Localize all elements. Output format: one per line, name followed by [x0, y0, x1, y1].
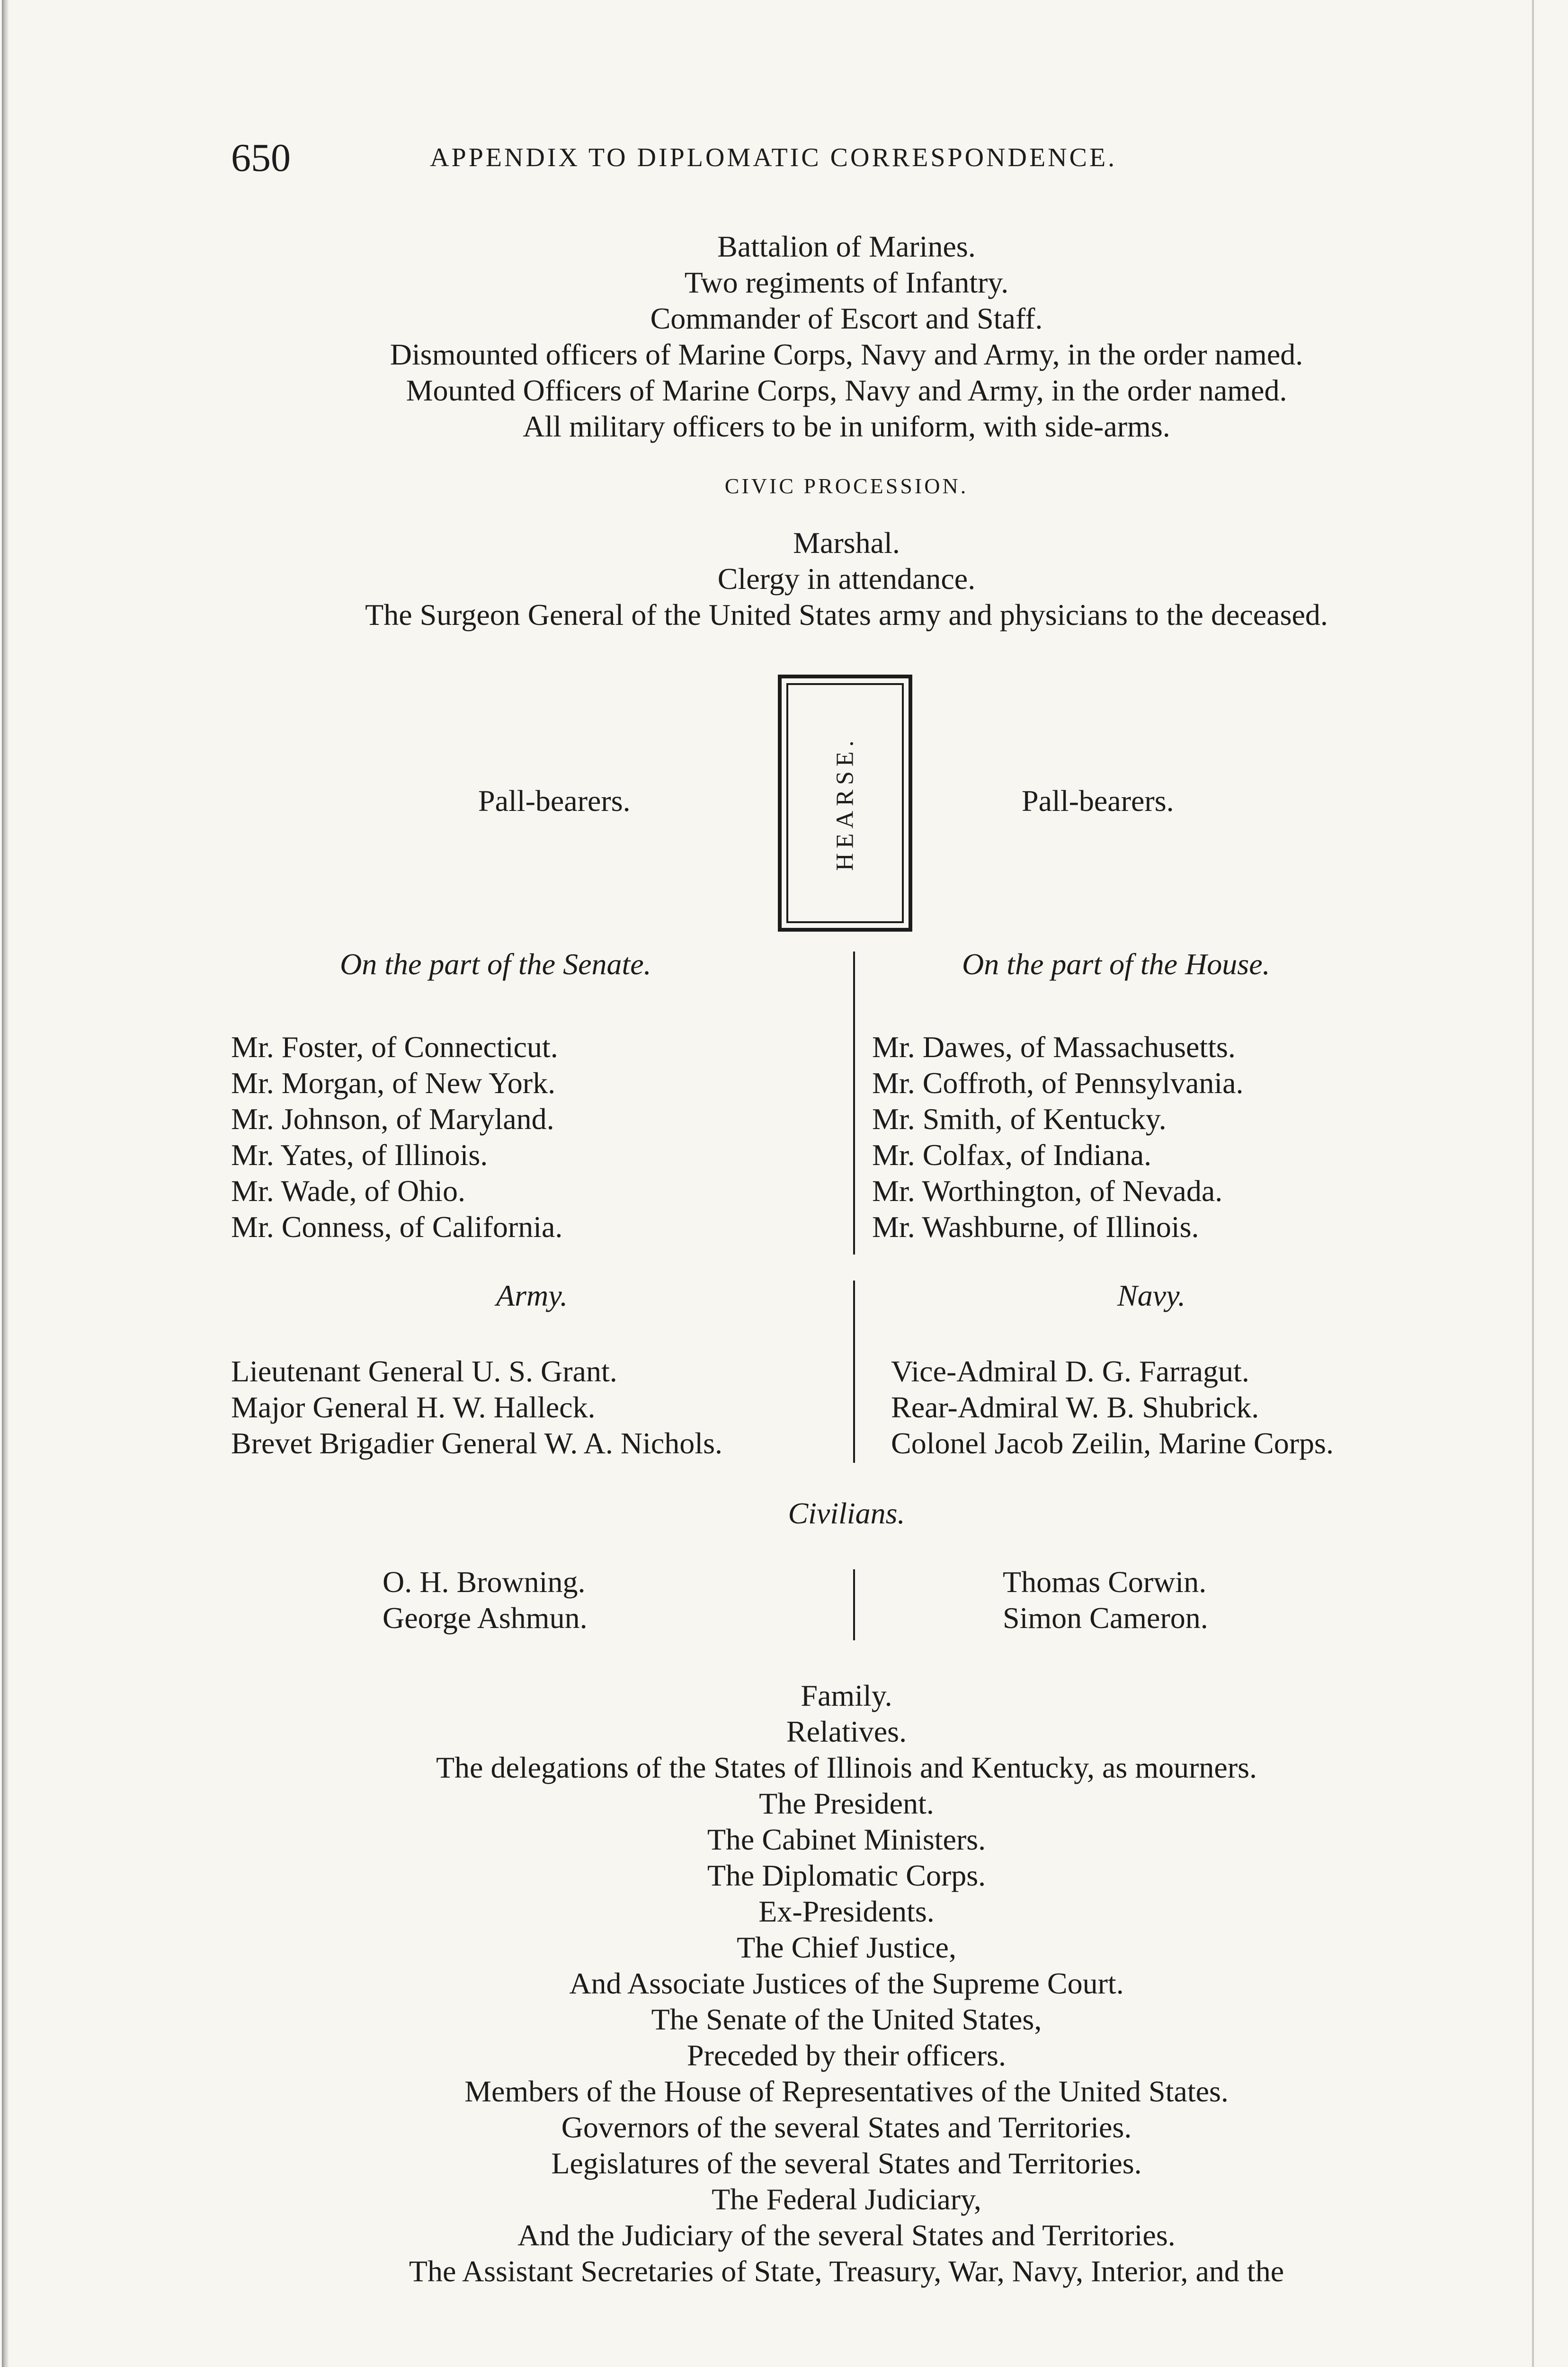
page-header [231, 135, 1462, 182]
house-member: Mr. Coffroth, of Pennsylvania. [872, 1066, 1244, 1100]
page-right-edge [1532, 0, 1534, 2367]
column-divider [853, 1569, 855, 1640]
procession-line: The Cabinet Ministers. [707, 1823, 986, 1856]
pall-bearers-left-label: Pall-bearers. [478, 784, 631, 818]
military-line: Dismounted officers of Marine Corps, Navy and Army, in the order named. [390, 338, 1303, 371]
column-divider [853, 952, 855, 1255]
navy-member: Vice-Admiral D. G. Farragut. [891, 1354, 1249, 1388]
pall-bearers-right-label: Pall-bearers. [1022, 784, 1174, 818]
military-line: All military officers to be in uniform, with side-arms. [523, 409, 1170, 443]
procession-line: And the Judiciary of the several States and Territories. [517, 2218, 1176, 2252]
army-heading: Army. [496, 1279, 568, 1312]
house-member: Mr. Smith, of Kentucky. [872, 1102, 1167, 1136]
page-number: 650 [231, 136, 291, 180]
civilian-left: O. H. Browning. [383, 1565, 586, 1599]
military-line: Mounted Officers of Marine Corps, Navy and Army, in the order named. [406, 374, 1287, 407]
army-member: Brevet Brigadier General W. A. Nichols. [231, 1426, 722, 1460]
civic-line: Marshal. [793, 526, 900, 560]
house-member: Mr. Dawes, of Massachusetts. [872, 1030, 1236, 1064]
procession-line: Governors of the several States and Territories. [561, 2110, 1132, 2144]
column-divider [853, 1281, 855, 1463]
running-title: APPENDIX TO DIPLOMATIC CORRESPONDENCE. [430, 143, 1117, 172]
army-member: Major General H. W. Halleck. [231, 1390, 596, 1424]
hearse-box [778, 675, 912, 932]
procession-line: And Associate Justices of the Supreme Court. [569, 1967, 1124, 2000]
procession-line: The Federal Judiciary, [712, 2182, 981, 2216]
military-line: Commander of Escort and Staff. [650, 302, 1043, 335]
navy-member: Colonel Jacob Zeilin, Marine Corps. [891, 1426, 1334, 1460]
house-member: Mr. Worthington, of Nevada. [872, 1174, 1223, 1208]
procession-line: Ex-Presidents. [758, 1895, 935, 1928]
civilian-left: George Ashmun. [383, 1601, 588, 1635]
house-heading: On the part of the House. [962, 947, 1270, 981]
civic-line: Clergy in attendance. [717, 562, 976, 596]
navy-heading: Navy. [1117, 1279, 1185, 1312]
procession-line: Members of the House of Representatives of the United States. [464, 2074, 1229, 2108]
senate-member: Mr. Johnson, of Maryland. [231, 1102, 554, 1136]
civilian-right: Simon Cameron. [1003, 1601, 1208, 1635]
senate-member: Mr. Wade, of Ohio. [231, 1174, 465, 1208]
civic-procession-heading: CIVIC PROCESSION. [724, 474, 969, 498]
procession-line: Preceded by their officers. [686, 2038, 1007, 2072]
senate-heading: On the part of the Senate. [340, 947, 651, 981]
hearse-label: HEARSE. [831, 735, 859, 871]
house-member: Mr. Washburne, of Illinois. [872, 1210, 1199, 1244]
senate-member: Mr. Conness, of California. [231, 1210, 563, 1244]
senate-member: Mr. Morgan, of New York. [231, 1066, 556, 1100]
page-binding-edge [2, 0, 9, 2367]
military-line: Battalion of Marines. [717, 230, 976, 263]
procession-line: Legislatures of the several States and Territories. [551, 2146, 1142, 2180]
civilian-right: Thomas Corwin. [1003, 1565, 1207, 1599]
navy-member: Rear-Admiral W. B. Shubrick. [891, 1390, 1259, 1424]
procession-line: Relatives. [786, 1715, 907, 1748]
procession-line: The Assistant Secretaries of State, Treasury, War, Navy, Interior, and the [409, 2254, 1284, 2288]
senate-member: Mr. Yates, of Illinois. [231, 1138, 488, 1172]
civic-line: The Surgeon General of the United States army and physicians to the deceased. [365, 598, 1328, 632]
civilians-heading: Civilians. [788, 1496, 905, 1530]
army-member: Lieutenant General U. S. Grant. [231, 1354, 617, 1388]
procession-line: The Senate of the United States, [651, 2002, 1042, 2036]
military-line: Two regiments of Infantry. [684, 266, 1009, 299]
procession-line: The Chief Justice, [737, 1931, 956, 1964]
procession-line: Family. [801, 1679, 892, 1712]
procession-line: The President. [759, 1787, 934, 1820]
procession-line: The Diplomatic Corps. [707, 1859, 986, 1892]
house-member: Mr. Colfax, of Indiana. [872, 1138, 1152, 1172]
senate-member: Mr. Foster, of Connecticut. [231, 1030, 558, 1064]
procession-line: The delegations of the States of Illinois and Kentucky, as mourners. [436, 1751, 1257, 1784]
